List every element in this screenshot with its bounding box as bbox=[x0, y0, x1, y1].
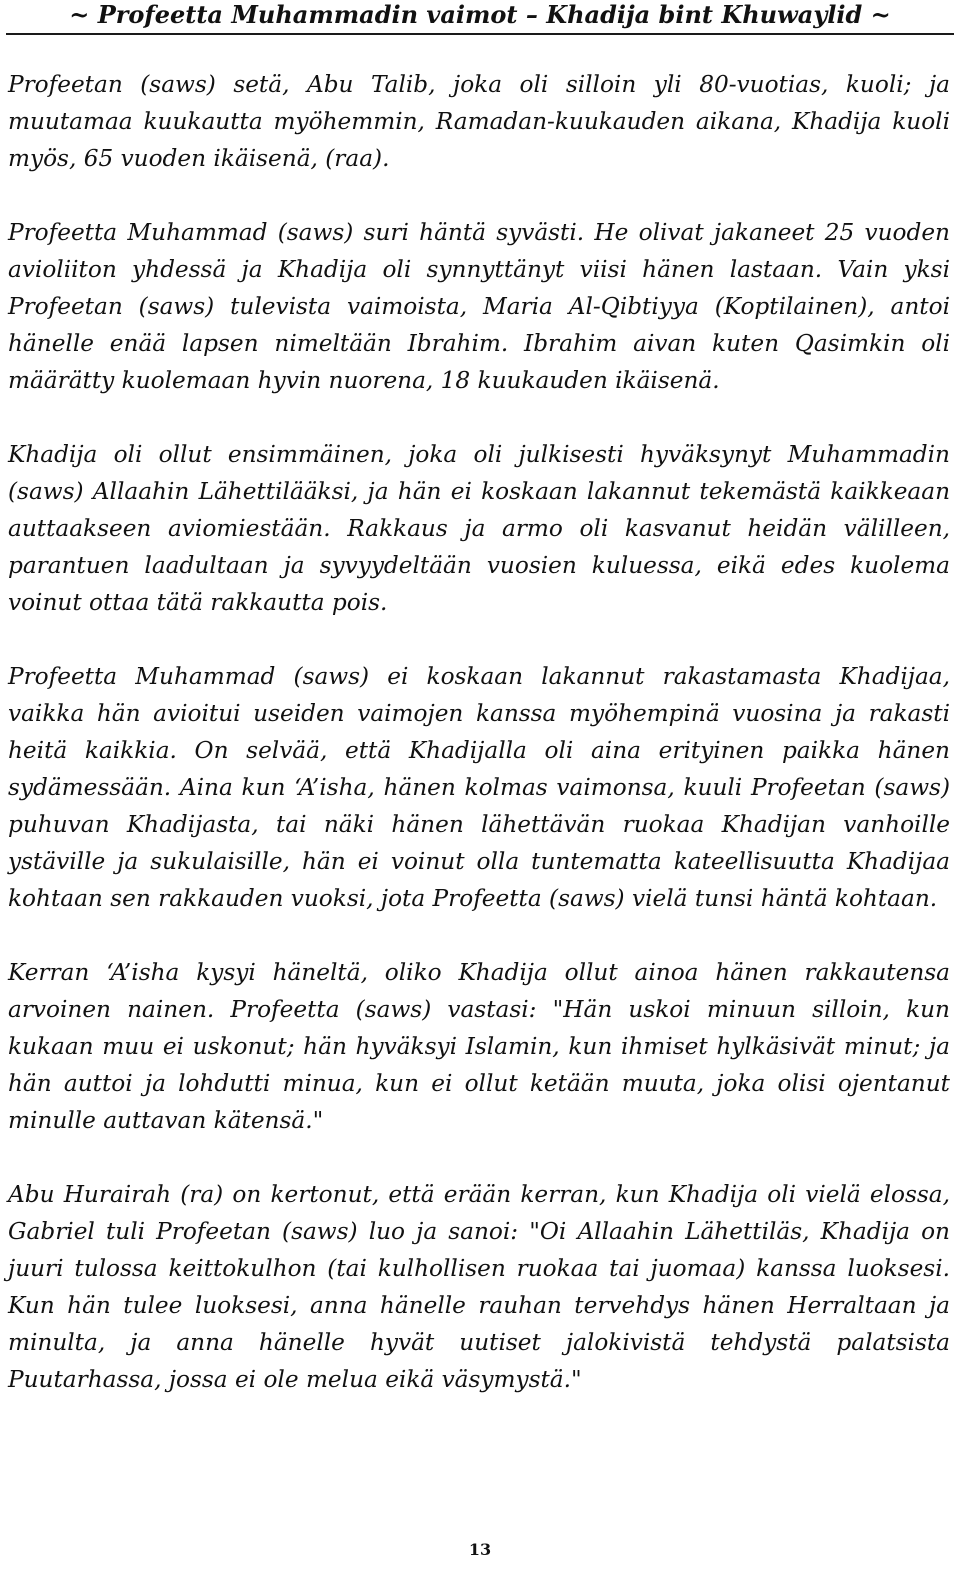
paragraph-4: Profeetta Muhammad (saws) ei koskaan lakannut rakastamasta Khadijaa, vaikka hän avioitui useiden vaimojen kanssa myöhempinä vuosina ja rakasti heitä kaikkia. On selvää, että Khadijalla oli aina erityinen paikka hänen sydämessään. Aina kun ‘A’isha, hänen kolmas vaimonsa, kuuli Profeetan (saws) puhuvan Khadijasta, tai näki hänen lähettävän ruokaa Khadijan vanhoille ystäville ja sukulaisille, hän ei voinut olla tuntematta kateellisuutta Khadijaa kohtaan sen rakkauden vuoksi, jota Profeetta (saws) vielä tunsi häntä kohtaan. bbox=[8, 663, 950, 912]
paragraph-3: Khadija oli ollut ensimmäinen, joka oli julkisesti hyväksynyt Muhammadin (saws) Allaahin Lähettilääksi, ja hän ei koskaan lakannut tekemästä kaikkeaan auttaakseen aviomiestään. Rakkaus ja armo oli kasvanut heidän välilleen, parantuen laadultaan ja syvyydeltään vuosien kuluessa, eikä edes kuolema voinut ottaa tätä rakkautta pois. bbox=[8, 441, 950, 616]
paragraph-1: Profeetan (saws) setä, Abu Talib, joka oli silloin yli 80-vuotias, kuoli; ja muutamaa kuukautta myöhemmin, Ramadan-kuukauden aikana, Khadija kuoli myös, 65 vuoden ikäisenä, (raa). bbox=[8, 71, 950, 172]
page-header bbox=[0, 0, 960, 34]
paragraph-2: Profeetta Muhammad (saws) suri häntä syvästi. He olivat jakaneet 25 vuoden avioliiton yhdessä ja Khadija oli synnyttänyt viisi hänen lastaan. Vain yksi Profeetan (saws) tulevista vaimoista, Maria Al-Qibtiyya (Koptilainen), antoi hänelle enää lapsen nimeltään Ibrahim. Ibrahim aivan kuten Qasimkin oli määrätty kuolemaan hyvin nuorena, 18 kuukauden ikäisenä. bbox=[8, 219, 950, 394]
paragraph-6: Abu Hurairah (ra) on kertonut, että erään kerran, kun Khadija oli vielä elossa, Gabriel tuli Profeetan (saws) luo ja sanoi: "Oi Allaahin Lähettiläs, Khadija on juuri tulossa keittokulhon (tai kulhollisen ruokaa tai juomaa) kanssa luoksesi. Kun hän tulee luoksesi, anna hänelle rauhan tervehdys hänen Herraltaan ja minulta, ja anna hänelle hyvät uutiset jalokivistä tehdystä palatsista Puutarhassa, jossa ei ole melua eikä väsymystä." bbox=[8, 1181, 950, 1393]
page-number: 13 bbox=[468, 1540, 492, 1559]
document-body bbox=[8, 66, 950, 1435]
header-divider bbox=[6, 33, 954, 35]
paragraph-5: Kerran ‘A’isha kysyi häneltä, oliko Khadija ollut ainoa hänen rakkautensa arvoinen nainen. Profeetta (saws) vastasi: "Hän uskoi minuun silloin, kun kukaan muu ei uskonut; hän hyväksyi Islamin, kun ihmiset hylkäsivät minut; ja hän auttoi ja lohdutti minua, kun ei ollut ketään muuta, joka olisi ojentanut minulle auttavan kätensä." bbox=[8, 959, 950, 1134]
page-title: ~ Profeetta Muhammadin vaimot – Khadija bint Khuwaylid ~ bbox=[69, 0, 891, 29]
